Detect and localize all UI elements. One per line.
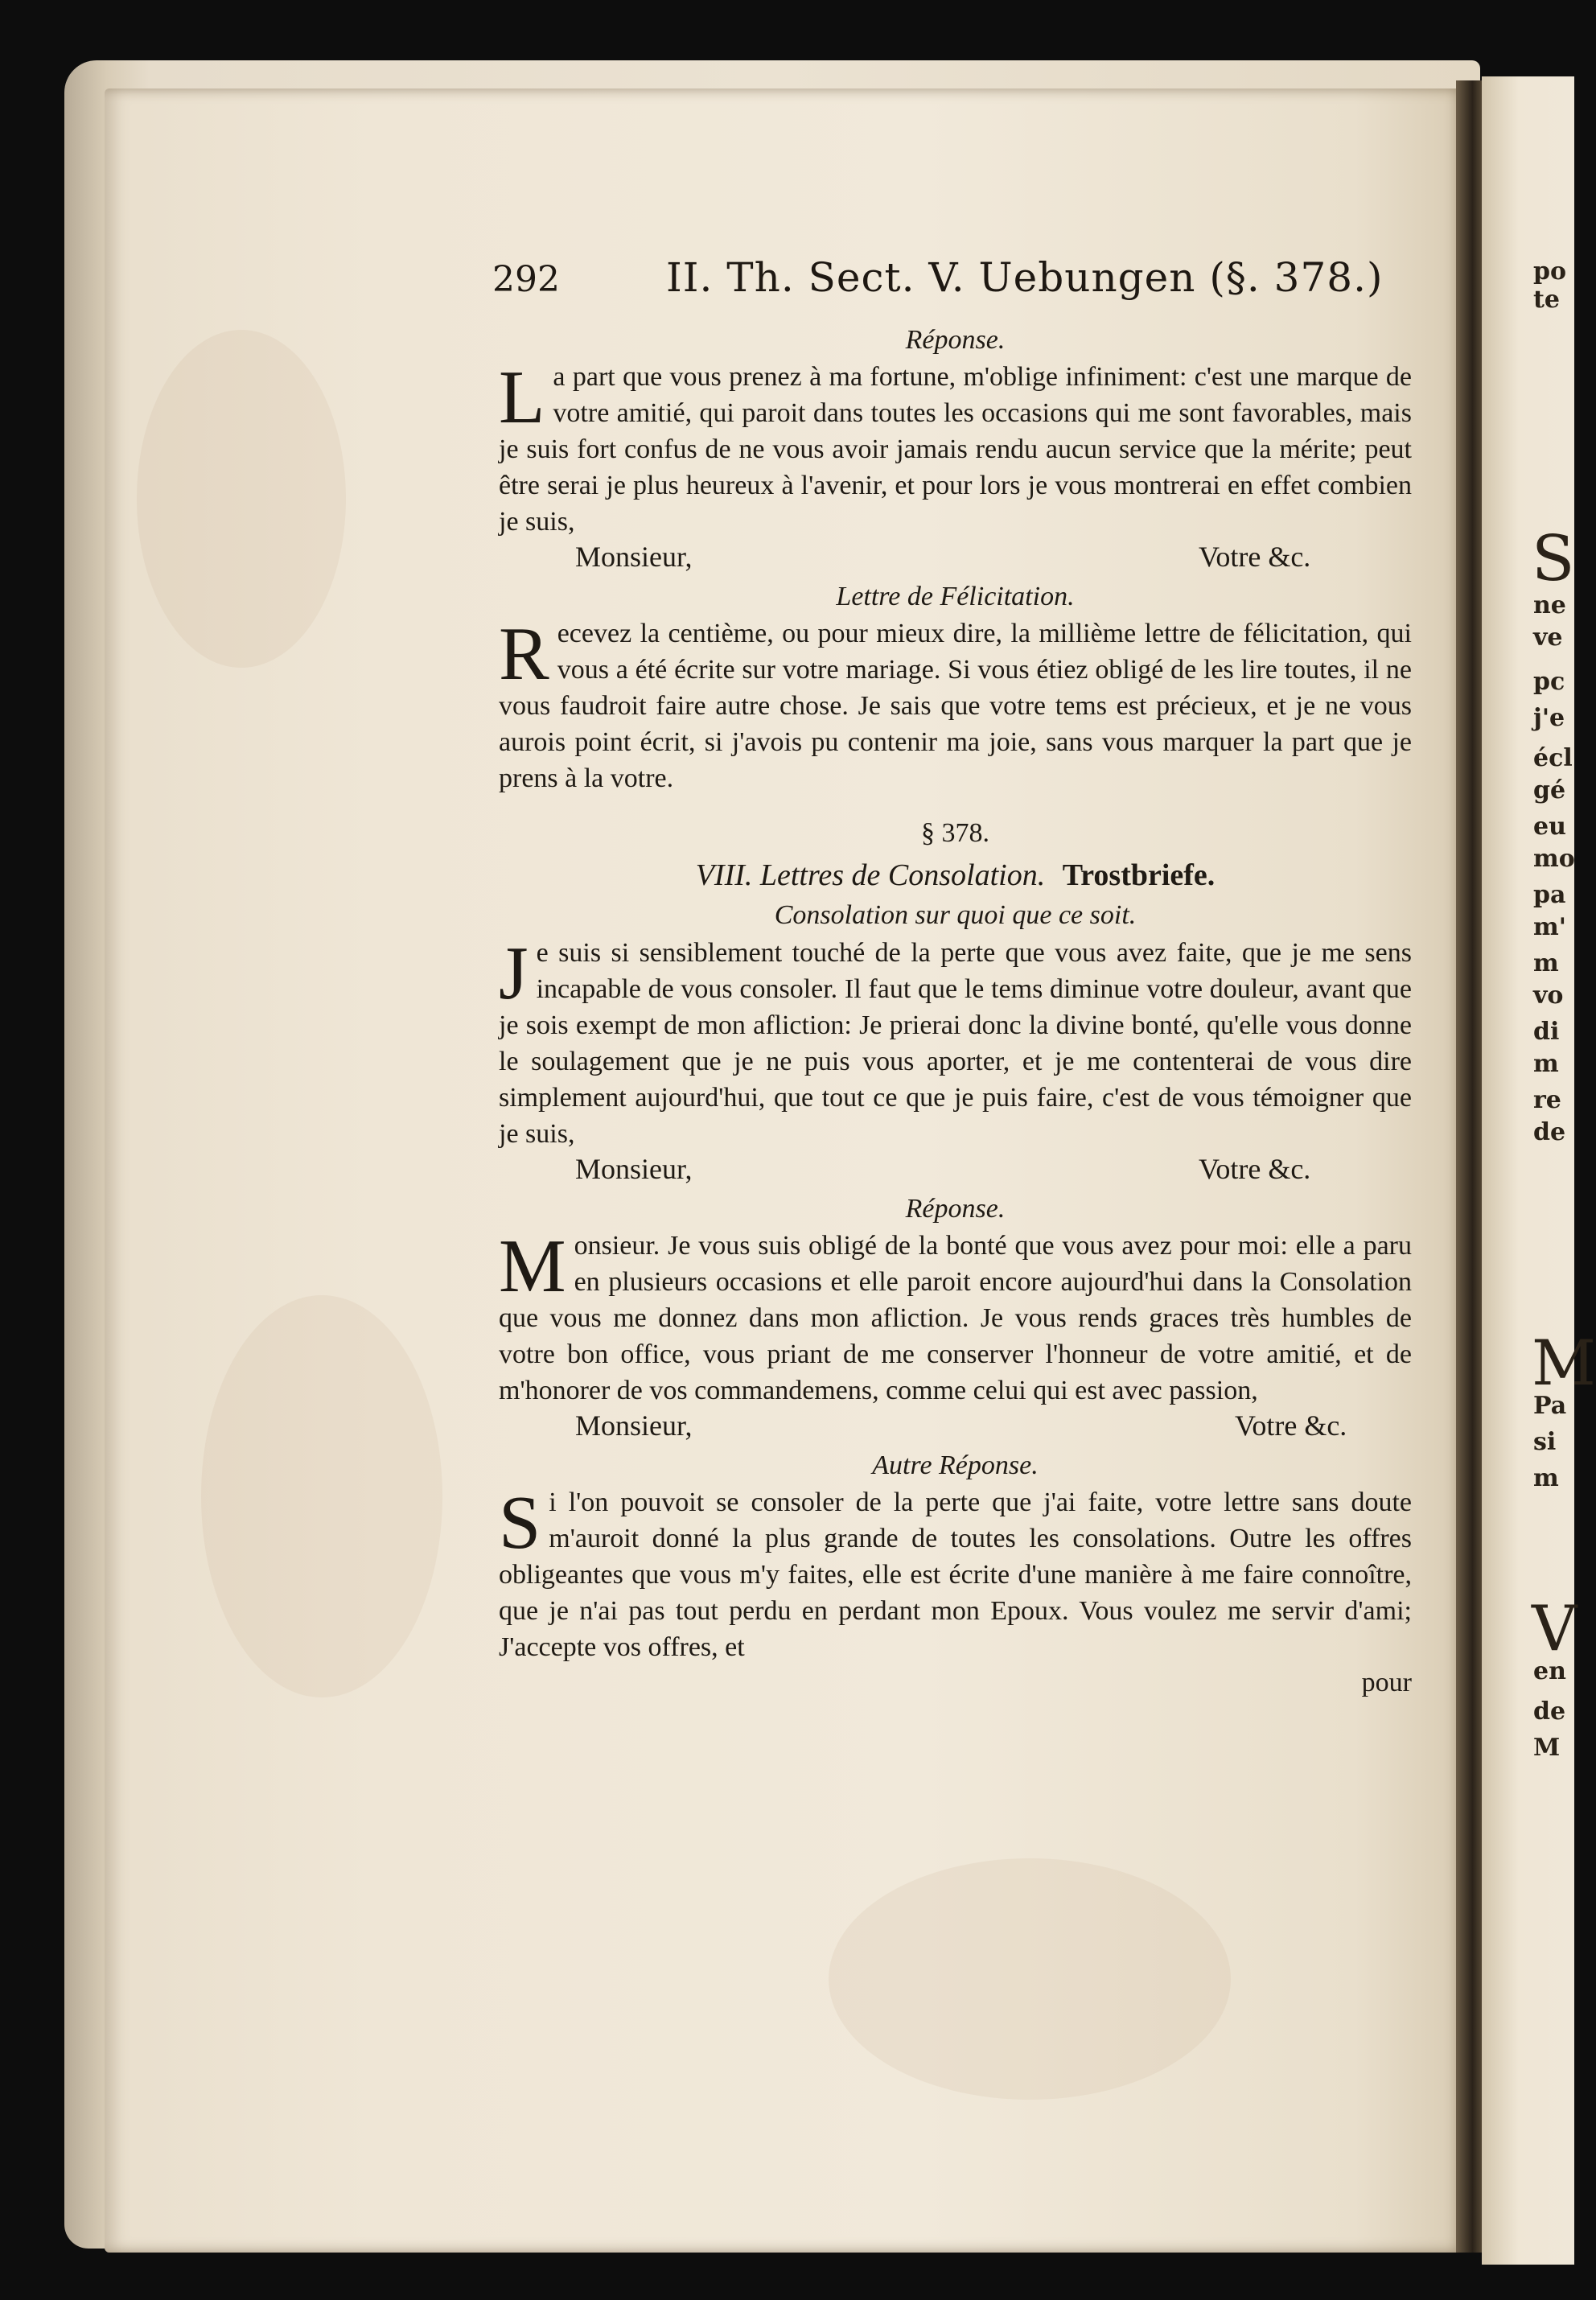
gutter	[1456, 80, 1483, 2253]
facing-page-edge	[1482, 76, 1596, 2265]
facing-page-fragment: ne	[1533, 591, 1566, 619]
consolation-paragraph	[499, 932, 1412, 1152]
paragraph-text: a part que vous prenez à ma fortune, m'oblige infiniment: c'est une marque de votre amitié, qui paroit dans toutes les occasions qui me sont favorables, mais je suis fort confus de ne vous avoir jamais rendu aucun service que la mérite; peut être serai je plus heureux à l'avenir, et pour lors je vous montrerai en effet combien je suis,	[499, 362, 1412, 537]
facing-page-fragment: eu	[1533, 813, 1566, 841]
paragraph-text: onsieur. Je vous suis obligé de la bonté que vous avez pour moi: elle a paru en plusieurs occasions et elle paroit encore aujourd'hui dans la Consolation que vous me donnez dans mon afliction. Je vous rends graces très humbles de votre bon office, vous priant de me conserver l'honneur de votre amitié, et de m'honorer de vos commandemens, comme celui qui est avec passion,	[499, 1231, 1412, 1405]
facing-page-fragment: po	[1533, 257, 1566, 286]
facing-page-fragment: S	[1532, 523, 1575, 595]
autre-reponse-title: Autre Réponse.	[872, 1450, 1039, 1480]
drop-cap: L	[499, 356, 545, 439]
section-number: § 378.	[921, 818, 989, 848]
drop-cap: J	[499, 932, 529, 1015]
closing: Votre &c.	[1199, 1153, 1311, 1185]
closing: Votre &c.	[1235, 1409, 1347, 1442]
facing-page-fragment: pa	[1533, 881, 1566, 909]
reponse-title: Réponse.	[905, 325, 1006, 355]
salutation: Monsieur,	[575, 541, 693, 573]
facing-page-fragment: gé	[1533, 776, 1566, 804]
facing-page-fragment: m'	[1533, 913, 1566, 941]
facing-page-fragment: ve	[1533, 623, 1563, 652]
facing-page-fragment: de	[1533, 1697, 1566, 1726]
facing-page-fragment: m	[1533, 949, 1559, 977]
running-head: II. Th. Sect. V. Uebungen (§. 378.)	[666, 254, 1384, 301]
paragraph-text: ecevez la centième, ou pour mieux dire, la millième lettre de félicitation, qui vous a été écrite sur votre mariage. Si vous étiez obligé de les lire toutes, il ne vous faudroit faire autre chose. Je sais que votre tems est précieux, et je ne vous aurois point écrit, si j'avois pu contenir ma joie, sans vous marquer la part que je prens à la votre.	[499, 619, 1412, 793]
felicitation-title: Lettre de Félicitation.	[836, 582, 1075, 611]
text-block	[499, 322, 1412, 1701]
facing-page-fragment: vo	[1533, 981, 1564, 1010]
section-heading-de: Trostbriefe.	[1062, 858, 1216, 892]
facing-page-fragment: j'e	[1533, 704, 1565, 732]
signature-line	[499, 1409, 1412, 1447]
drop-cap: M	[499, 1224, 566, 1308]
facing-page-fragment: m	[1533, 1050, 1559, 1078]
drop-cap: S	[499, 1481, 541, 1565]
page-number: 292	[492, 259, 560, 300]
facing-page-fragment: mo	[1533, 845, 1575, 873]
reponse-title: Réponse.	[905, 1194, 1006, 1224]
facing-page-fragment: re	[1533, 1086, 1561, 1114]
autre-reponse-paragraph	[499, 1481, 1412, 1665]
section-heading-fr: VIII. Lettres de Consolation.	[695, 858, 1046, 892]
paragraph-text: e suis si sensiblement touché de la perte que vous avez faite, que je me sens incapable de vous consoler. Il faut que le tems diminue votre douleur, avant que je sois exempt de mon afliction: Je prierai donc la divine bonté, qu'elle vous donne le soulagement que je ne puis vous aporter, et je me contenterai de vous dire simplement aujourd'hui, que tout ce que je puis faire, c'est de vous témoigner que je suis,	[499, 938, 1412, 1149]
reponse-paragraph	[499, 356, 1412, 540]
consolation-title: Consolation sur quoi que ce soit.	[774, 900, 1137, 930]
paragraph-text: i l'on pouvoit se consoler de la perte que j'ai faite, votre lettre sans doute m'auroit donné la plus grande de toutes les consolations. Outre les offres obligeantes que vous m'y faites, elle est écrite d'une manière à me faire connoître, que je n'ai pas tout perdu en perdant mon Epoux. Vous voulez me servir d'ami; J'accepte vos offres, et	[499, 1487, 1412, 1662]
facing-page-fragment: en	[1533, 1657, 1566, 1685]
signature-line	[499, 1152, 1412, 1191]
facing-page-fragment: Pa	[1533, 1392, 1567, 1420]
reponse-paragraph	[499, 1224, 1412, 1409]
facing-page-fragment: de	[1533, 1118, 1566, 1146]
facing-page-fragment: si	[1533, 1428, 1557, 1456]
facing-page-fragment: di	[1533, 1018, 1560, 1046]
catchword: pour	[1361, 1668, 1412, 1697]
signature-line	[499, 540, 1412, 578]
felicitation-paragraph	[499, 612, 1412, 796]
facing-page-fragment: écl	[1533, 744, 1573, 772]
facing-page-fragment: M	[1532, 1327, 1596, 1400]
section-heading	[499, 854, 1412, 896]
facing-page-fragment: te	[1533, 286, 1560, 314]
salutation: Monsieur,	[575, 1409, 693, 1442]
salutation: Monsieur,	[575, 1153, 693, 1185]
running-header	[492, 254, 1417, 323]
drop-cap: R	[499, 612, 549, 696]
facing-page-fragment: M	[1533, 1734, 1561, 1762]
closing: Votre &c.	[1199, 541, 1311, 573]
facing-page-fragment: m	[1533, 1464, 1559, 1492]
facing-page-fragment: pc	[1533, 668, 1565, 696]
facing-page-fragment: V	[1532, 1593, 1577, 1665]
